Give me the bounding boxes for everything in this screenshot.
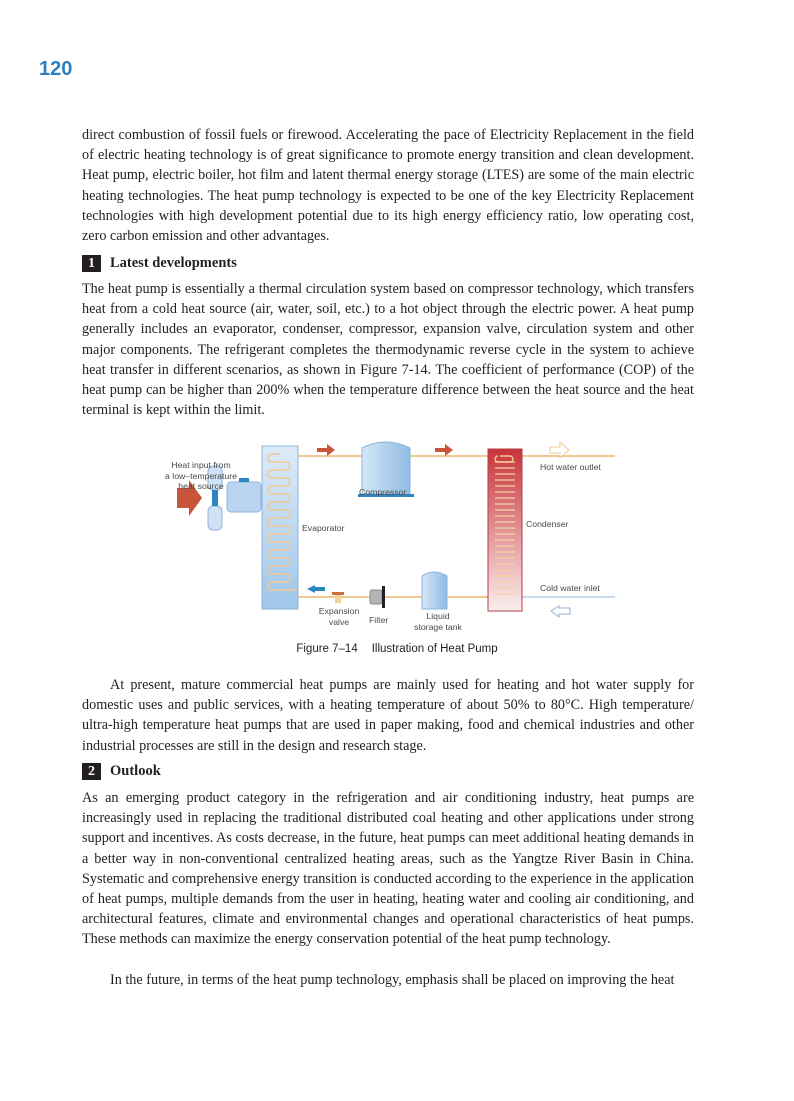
evaporator-label: Evaporator [302,523,345,533]
section-number-badge: 2 [82,763,101,780]
heat-input-line-3: heat source [178,481,224,491]
expansion-valve-line-1: Expansion [318,606,360,616]
section-title: Outlook [110,763,161,779]
heat-pump-diagram [155,436,625,636]
body-paragraph: At present, mature commercial heat pumps are mainly used for heating and hot water supply for domestic uses and public services, with a heating temperature of about 50% to 80°C. High temperature/ ultra-high temperature heat pumps that are used in paper making, food and chemical industries and other industrial processes are still in the design and research stage. [82,677,694,754]
section-title: Latest developments [110,255,237,271]
heat-input-line-1: Heat input from [171,460,231,470]
expansion-valve-line-2: valve [328,616,350,627]
body-paragraph: As an emerging product category in the refrigeration and air conditioning industry, heat pumps are increasingly used in replacing the traditional distributed coal heating and other applications under strong support and incentives. As costs decrease, in the future, heat pumps can meet additional heating demands in a better way in non-conventional centralized heating areas, such as the Yangtze River Basin in China. Systematic and comprehensive energy transition is conducted according to the experience in the application of heat pumps, multiple demands from the user in heating, heating water and cooling air conditioning, and architectural features, climate and environmental changes and operational characteristics of heat pumps. These methods can maximize the energy conservation potential of the heat pump technology. [82,790,694,948]
figure-number: Figure 7–14 [296,643,358,655]
heat-input-line-2: a low–temperature [165,470,237,481]
page-number: 120 [39,58,73,80]
condenser-label: Condenser [526,519,569,529]
intro-paragraph: direct combustion of fossil fuels or firewood. Accelerating the pace of Electricity Replacement in the field of electric heating technology is of great significance to promote energy transition and clean development. Heat pump, electric boiler, hot film and latent thermal energy storage (LTES) are some of the main electric heating technologies. The heat pump technology is expected to be one of the key Electricity Replacement technologies with high development potential due to its high energy efficiency ratio, low operating cost, zero carbon emission and other advantages. [82,127,694,245]
compressor-label: Compressor [359,487,407,497]
hot-water-outlet-label: Hot water outlet [540,462,601,472]
figure-caption [0,643,794,655]
liquid-tank-line-2: storage tank [414,621,462,632]
cold-water-inlet-label: Cold water inlet [540,583,600,593]
body-paragraph: The heat pump is essentially a thermal circulation system based on compressor technology, which transfers heat from a cold heat source (air, water, soil, etc.) to a hot object through the electric power. A heat pump generally includes an evaporator, condenser, compressor, expansion valve, circulation system and other major components. The refrigerant completes the thermodynamic reverse cycle in the system to achieve heat transfer in different scenarios, as shown in Figure 7-14. The coefficient of performance (COP) of the heat pump can be higher than 200% when the temperature difference between the heat source and the heat terminal is kept within the limit. [82,281,694,419]
section-heading-outlook [82,763,161,780]
body-paragraph: In the future, in terms of the heat pump technology, emphasis shall be placed on improving the heat [110,972,675,988]
expansion-valve-label [315,606,363,627]
liquid-storage-tank-label [410,611,466,632]
liquid-tank-line-1: Liquid [426,611,450,621]
heat-input-label [155,460,247,492]
filter-label: Filter [369,615,389,625]
section-heading-latest-developments [82,255,237,272]
figure-title: Illustration of Heat Pump [371,643,498,655]
section-number-badge: 1 [82,255,101,272]
